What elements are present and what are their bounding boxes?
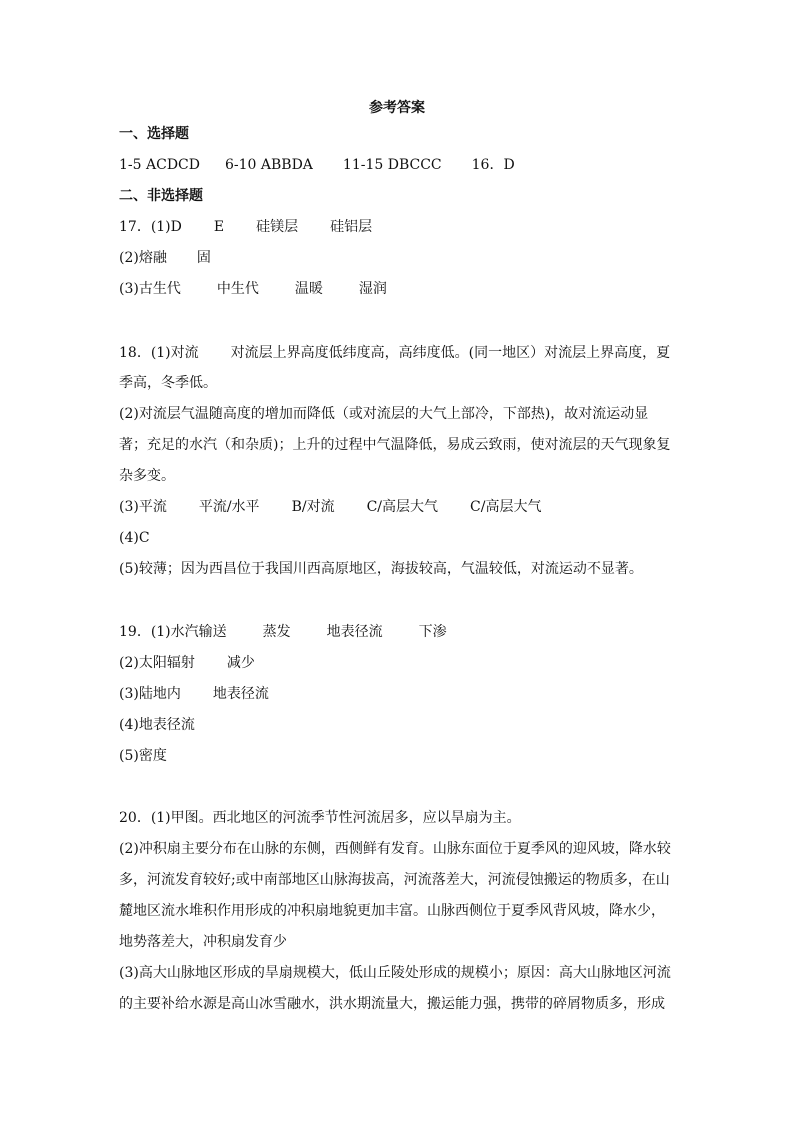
answer-text: B/对流 bbox=[291, 499, 335, 515]
choice-answers bbox=[119, 154, 515, 176]
q19-line-4: (4)地表径流 bbox=[119, 717, 195, 733]
answer-text: C/高层大气 bbox=[470, 499, 542, 515]
q20-line-2a: (2)冲积扇主要分布在山脉的东侧，西侧鲜有发育。山脉东面位于夏季风的迎风坡，降水较 bbox=[119, 841, 671, 857]
answer-text: (2)熔融 bbox=[119, 250, 167, 266]
q17-line-1 bbox=[119, 216, 372, 238]
q18-line-4: (4)C bbox=[119, 530, 150, 546]
answer-text: 蒸发 bbox=[262, 624, 291, 640]
answer-text: 硅镁层 bbox=[256, 219, 299, 235]
q18-line-3 bbox=[119, 496, 541, 518]
q17-line-2 bbox=[119, 247, 211, 269]
answer-group-3: 11-15 DBCCC bbox=[342, 157, 442, 173]
q18-line-2b: 著；充足的水汽（和杂质)；上升的过程中气温降低，易成云致雨，使对流层的天气现象复 bbox=[119, 437, 671, 453]
answer-text: (2)太阳辐射 bbox=[119, 655, 195, 671]
q19-line-1 bbox=[119, 621, 447, 643]
answer-text: (3)陆地内 bbox=[119, 686, 181, 702]
answer-text: 湿润 bbox=[358, 281, 387, 297]
q17-line-3 bbox=[119, 278, 387, 300]
answer-text: 地表径流 bbox=[212, 686, 269, 702]
q19-line-2 bbox=[119, 652, 255, 674]
q18-line-1b: 季高，冬季低。 bbox=[119, 375, 217, 391]
page-title: 参考答案 bbox=[369, 100, 425, 116]
answer-text: (3)古生代 bbox=[119, 281, 181, 297]
q18-line-5: (5)较薄；因为西昌位于我国川西高原地区，海拔较高，气温较低，对流运动不显著。 bbox=[119, 561, 643, 577]
q20-line-3a: (3)高大山脉地区形成的旱扇规模大，低山丘陵处形成的规模小；原因：高大山脉地区河流 bbox=[119, 965, 671, 981]
answer-text: E bbox=[213, 219, 225, 235]
answer-text: 硅铝层 bbox=[330, 219, 373, 235]
q18-line-1a bbox=[119, 342, 670, 364]
section-heading-nonchoice: 二、非选择题 bbox=[119, 188, 203, 204]
q19-line-5: (5)密度 bbox=[119, 748, 167, 764]
q18-line-2a: (2)对流层气温随高度的增加而降低（或对流层的大气上部冷，下部热)，故对流运动显 bbox=[119, 406, 649, 422]
section-heading-choice: 一、选择题 bbox=[119, 126, 189, 142]
q20-line-2d: 地势落差大，冲积扇发育少 bbox=[119, 934, 287, 950]
q20-line-2c: 麓地区流水堆积作用形成的冲积扇地貌更加丰富。山脉西侧位于夏季风背风坡，降水少， bbox=[119, 903, 665, 919]
q20-line-2b: 多，河流发育较好;或中南部地区山脉海拔高，河流落差大，河流侵蚀搬运的物质多，在山 bbox=[119, 872, 670, 888]
answer-group-1: 1-5 ACDCD bbox=[119, 157, 200, 173]
q19-line-3 bbox=[119, 683, 269, 705]
answer-group-4: 16．D bbox=[471, 157, 515, 173]
answer-text: 下渗 bbox=[418, 624, 447, 640]
answer-text: 19．(1)水汽输送 bbox=[119, 624, 227, 640]
answer-text: 地表径流 bbox=[326, 624, 383, 640]
answer-text: 18．(1)对流 bbox=[119, 345, 199, 361]
answer-text: 17．(1)D bbox=[119, 219, 182, 235]
q18-line-2c: 杂多变。 bbox=[119, 468, 175, 484]
answer-text: (3)平流 bbox=[119, 499, 167, 515]
answer-text: 中生代 bbox=[216, 281, 259, 297]
answer-text: 平流/水平 bbox=[198, 499, 260, 515]
q20-line-1: 20．(1)甲图。西北地区的河流季节性河流居多，应以旱扇为主。 bbox=[119, 810, 521, 826]
answer-group-2: 6-10 ABBDA bbox=[224, 157, 313, 173]
answer-text: 温暖 bbox=[294, 281, 323, 297]
q20-line-3b: 的主要补给水源是高山冰雪融水，洪水期流量大，搬运能力强，携带的碎屑物质多，形成 bbox=[119, 996, 665, 1012]
answer-text: 固 bbox=[196, 250, 211, 266]
answer-text: 对流层上界高度低纬度高，高纬度低。(同一地区）对流层上界高度，夏 bbox=[230, 345, 671, 361]
answer-text: 减少 bbox=[226, 655, 255, 671]
answer-text: C/高层大气 bbox=[366, 499, 439, 515]
